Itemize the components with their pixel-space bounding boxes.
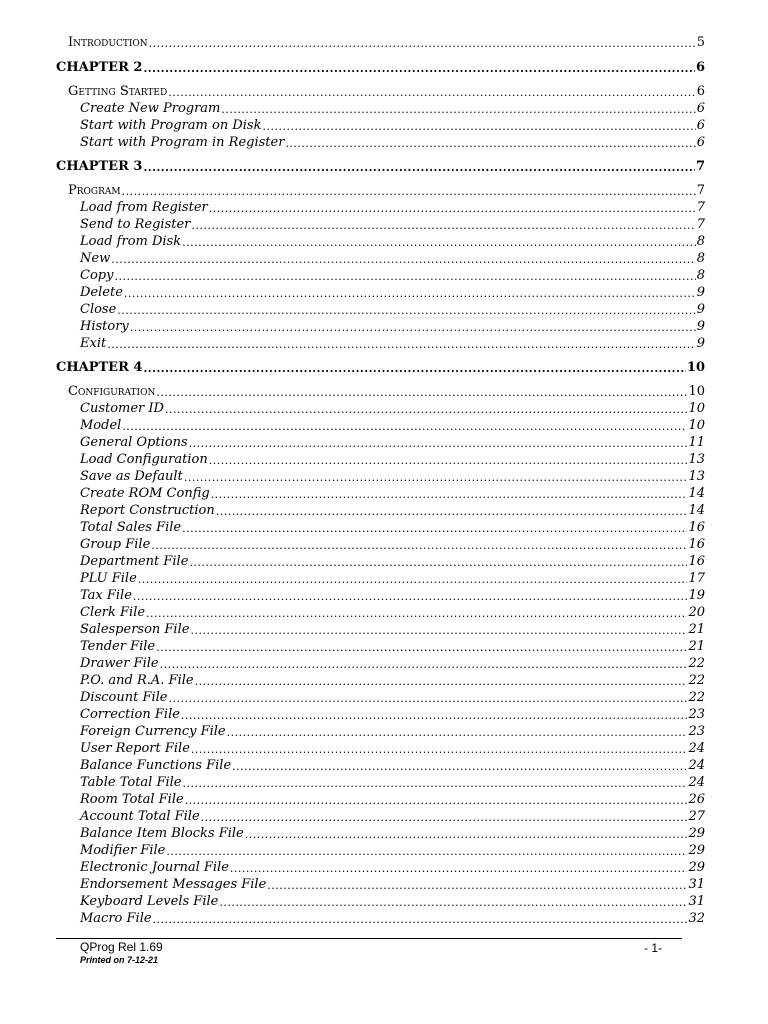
toc-entry-title: Tax File: [80, 588, 132, 603]
toc-entry-general-options[interactable]: [80, 436, 705, 449]
toc-entry-title: Load from Disk: [80, 234, 182, 249]
toc-entry-balance-functions-file[interactable]: [80, 759, 705, 772]
toc-entry-page: 29: [688, 843, 705, 858]
dot-leader: [143, 63, 695, 74]
toc-entry-start-with-program-on-disk[interactable]: [80, 119, 705, 132]
toc-entry-title: Table Total File: [80, 775, 182, 790]
toc-entry-page: 16: [688, 520, 705, 535]
toc-entry-page: 16: [688, 554, 705, 569]
toc-entry-title: User Report File: [80, 741, 190, 756]
toc-entry-page: 20: [688, 605, 705, 620]
toc-entry-introduction[interactable]: [68, 36, 705, 49]
toc-entry-group-file[interactable]: [80, 538, 705, 551]
toc-chapter-4[interactable]: [56, 361, 705, 374]
dot-leader: [117, 305, 695, 316]
toc-entry-title: CHAPTER 2: [56, 60, 143, 75]
toc-entry-title: Balance Functions File: [80, 758, 232, 773]
toc-entry-title: Balance Item Blocks File: [80, 826, 244, 841]
toc-entry-title: Drawer File: [80, 656, 159, 671]
toc-entry-page: 6: [695, 60, 705, 75]
toc-entry-title: Report Construction: [80, 503, 215, 518]
dot-leader: [230, 863, 688, 874]
toc-entry-page: 17: [688, 571, 705, 586]
page-number: - 1-: [644, 941, 662, 955]
toc-entry-title: Modifier File: [80, 843, 166, 858]
toc-entry-page: 8: [696, 251, 705, 266]
toc-entry-copy[interactable]: [80, 269, 705, 282]
toc-entry-page: 9: [696, 336, 705, 351]
toc-entry-title: Start with Program on Disk: [80, 118, 262, 133]
toc-entry-page: 19: [688, 588, 705, 603]
dot-leader: [122, 186, 696, 197]
toc-entry-send-to-register[interactable]: [80, 218, 705, 231]
footer-printed-date: Printed on 7-12-21: [80, 955, 159, 965]
toc-entry-page: 31: [688, 894, 705, 909]
toc-entry-page: 24: [688, 775, 705, 790]
toc-entry-page: 9: [696, 285, 705, 300]
toc-entry-title: Endorsement Messages File: [80, 877, 267, 892]
dot-leader: [149, 38, 696, 49]
dot-leader: [189, 438, 688, 449]
dot-leader: [189, 557, 687, 568]
dot-leader: [143, 363, 685, 374]
toc-entry-page: 22: [688, 690, 705, 705]
toc-entry-page: 26: [688, 792, 705, 807]
toc-entry-title: Start with Program in Register: [80, 135, 285, 150]
toc-entry-title: Salesperson File: [80, 622, 190, 637]
toc-entry-drawer-file[interactable]: [80, 657, 705, 670]
toc-entry-page: 10: [688, 418, 705, 433]
dot-leader: [166, 846, 687, 857]
toc-entry-history[interactable]: [80, 320, 705, 333]
toc-entry-page: 29: [688, 826, 705, 841]
dot-leader: [201, 812, 688, 823]
toc-entry-page: 8: [696, 234, 705, 249]
toc-entry-page: 16: [688, 537, 705, 552]
toc-entry-title: History: [80, 319, 129, 334]
toc-entry-endorsement-messages-file[interactable]: [80, 878, 705, 891]
toc-entry-configuration[interactable]: [68, 385, 705, 398]
toc-entry-page: 10: [688, 384, 705, 399]
toc-entry-title: CHAPTER 3: [56, 159, 143, 174]
toc-entry-title: Tender File: [80, 639, 156, 654]
toc-entry-electronic-journal-file[interactable]: [80, 861, 705, 874]
dot-leader: [114, 271, 695, 282]
toc-entry-title: Save as Default: [80, 469, 183, 484]
toc-entry-page: 23: [688, 707, 705, 722]
toc-entry-plu-file[interactable]: [80, 572, 705, 585]
toc-entry-page: 6: [696, 101, 705, 116]
toc-entry-page: 24: [688, 741, 705, 756]
toc-entry-title: Load Configuration: [80, 452, 208, 467]
dot-leader: [182, 237, 696, 248]
toc-entry-page: 9: [696, 302, 705, 317]
dot-leader: [209, 203, 696, 214]
toc-entry-title: Introduction: [68, 35, 148, 50]
dot-leader: [122, 421, 687, 432]
dot-leader: [111, 254, 696, 265]
toc-entry-title: Customer ID: [80, 401, 164, 416]
toc-entry-correction-file[interactable]: [80, 708, 705, 721]
toc-entry-tax-file[interactable]: [80, 589, 705, 602]
toc-entry-macro-file[interactable]: [80, 912, 705, 925]
toc-entry-page: 22: [688, 656, 705, 671]
toc-entry-foreign-currency-file[interactable]: [80, 725, 705, 738]
toc-entry-page: 11: [688, 435, 705, 450]
dot-leader: [232, 761, 687, 772]
dot-leader: [262, 121, 695, 132]
toc-entry-page: 7: [696, 217, 705, 232]
dot-leader: [124, 288, 696, 299]
dot-leader: [160, 659, 688, 670]
toc-entry-exit[interactable]: [80, 337, 705, 350]
toc-entry-page: 29: [688, 860, 705, 875]
toc-entry-start-with-program-in-register[interactable]: [80, 136, 705, 149]
dot-leader: [227, 727, 688, 738]
toc-entry-page: 9: [696, 319, 705, 334]
toc-entry-page: 7: [696, 183, 705, 198]
toc-entry-title: Discount File: [80, 690, 168, 705]
toc-entry-title: Delete: [80, 285, 123, 300]
dot-leader: [138, 574, 688, 585]
toc-entry-load-from-disk[interactable]: [80, 235, 705, 248]
toc-entry-title: Department File: [80, 554, 189, 569]
toc-entry-title: CHAPTER 4: [56, 360, 143, 375]
toc-entry-page: 7: [696, 200, 705, 215]
toc-entry-title: Load from Register: [80, 200, 208, 215]
toc-entry-program[interactable]: [68, 184, 705, 197]
toc-entry-load-from-register[interactable]: [80, 201, 705, 214]
toc-entry-room-total-file[interactable]: [80, 793, 705, 806]
footer-rule: [56, 938, 682, 939]
toc-entry-title: Account Total File: [80, 809, 200, 824]
toc-entry-create-rom-config[interactable]: [80, 487, 705, 500]
toc-entry-save-as-default[interactable]: [80, 470, 705, 483]
dot-leader: [195, 676, 688, 687]
dot-leader: [153, 914, 688, 925]
toc-entry-page: 21: [688, 639, 705, 654]
toc-entry-page: 13: [688, 452, 705, 467]
toc-entry-account-total-file[interactable]: [80, 810, 705, 823]
dot-leader: [211, 489, 688, 500]
toc-entry-salesperson-file[interactable]: [80, 623, 705, 636]
toc-entry-title: Electronic Journal File: [80, 860, 229, 875]
toc-entry-title: Create New Program: [80, 101, 221, 116]
toc-entry-total-sales-file[interactable]: [80, 521, 705, 534]
toc-entry-report-construction[interactable]: [80, 504, 705, 517]
dot-leader: [165, 404, 687, 415]
toc-entry-page: 7: [695, 159, 705, 174]
toc-entry-page: 31: [688, 877, 705, 892]
dot-leader: [156, 387, 687, 398]
toc-entry-balance-item-blocks-file[interactable]: [80, 827, 705, 840]
toc-entry-page: 13: [688, 469, 705, 484]
toc-entry-customer-id[interactable]: [80, 402, 705, 415]
toc-entry-title: PLU File: [80, 571, 137, 586]
toc-entry-page: 6: [696, 118, 705, 133]
dot-leader: [209, 455, 688, 466]
toc-entry-getting-started[interactable]: [68, 85, 705, 98]
dot-leader: [221, 104, 695, 115]
toc-entry-page: 8: [696, 268, 705, 283]
toc-entry-page: 27: [688, 809, 705, 824]
toc-entry-delete[interactable]: [80, 286, 705, 299]
toc-entry-discount-file[interactable]: [80, 691, 705, 704]
toc-entry-title: Configuration: [68, 384, 156, 399]
dot-leader: [191, 744, 688, 755]
dot-leader: [182, 523, 687, 534]
toc-entry-title: Total Sales File: [80, 520, 182, 535]
toc-entry-title: Group File: [80, 537, 151, 552]
dot-leader: [146, 608, 687, 619]
toc-entry-page: 10: [686, 360, 705, 375]
dot-leader: [133, 591, 688, 602]
dot-leader: [190, 625, 687, 636]
dot-leader: [156, 642, 687, 653]
dot-leader: [216, 506, 688, 517]
dot-leader: [285, 138, 695, 149]
toc-entry-title: Model: [80, 418, 122, 433]
toc-entry-title: Exit: [80, 336, 107, 351]
footer-release: QProg Rel 1.69: [80, 940, 163, 954]
toc-entry-create-new-program[interactable]: [80, 102, 705, 115]
dot-leader: [151, 540, 687, 551]
dot-leader: [169, 693, 688, 704]
dot-leader: [183, 778, 688, 789]
toc-entry-title: Macro File: [80, 911, 152, 926]
dot-leader: [267, 880, 687, 891]
toc-entry-department-file[interactable]: [80, 555, 705, 568]
toc-entry-title: General Options: [80, 435, 188, 450]
toc-entry-page: 6: [696, 84, 705, 99]
toc-entry-title: Keyboard Levels File: [80, 894, 219, 909]
toc-entry-load-configuration[interactable]: [80, 453, 705, 466]
toc-entry-title: P.O. and R.A. File: [80, 673, 194, 688]
toc-entry-tender-file[interactable]: [80, 640, 705, 653]
toc-entry-page: 24: [688, 758, 705, 773]
toc-entry-page: 32: [688, 911, 705, 926]
dot-leader: [245, 829, 688, 840]
toc-entry-page: 21: [688, 622, 705, 637]
toc-entry-page: 14: [688, 486, 705, 501]
toc-entry-title: Close: [80, 302, 117, 317]
toc-entry-title: Copy: [80, 268, 114, 283]
toc-chapter-3[interactable]: [56, 160, 705, 173]
toc-entry-page: 23: [688, 724, 705, 739]
dot-leader: [107, 339, 696, 350]
toc-entry-page: 22: [688, 673, 705, 688]
toc-entry-title: Create ROM Config: [80, 486, 210, 501]
toc-entry-title: Getting Started: [68, 84, 168, 99]
toc-entry-modifier-file[interactable]: [80, 844, 705, 857]
toc-entry-po-ra-file[interactable]: [80, 674, 705, 687]
toc-entry-table-total-file[interactable]: [80, 776, 705, 789]
toc-entry-close[interactable]: [80, 303, 705, 316]
toc-entry-title: New: [80, 251, 111, 266]
toc-entry-keyboard-levels-file[interactable]: [80, 895, 705, 908]
toc-entry-clerk-file[interactable]: [80, 606, 705, 619]
toc-entry-page: 6: [696, 135, 705, 150]
dot-leader: [143, 162, 695, 173]
dot-leader: [184, 472, 688, 483]
toc-entry-page: 10: [688, 401, 705, 416]
toc-chapter-2[interactable]: [56, 61, 705, 74]
dot-leader: [185, 795, 688, 806]
toc-entry-title: Send to Register: [80, 217, 191, 232]
toc-entry-title: Foreign Currency File: [80, 724, 226, 739]
toc-entry-title: Room Total File: [80, 792, 184, 807]
dot-leader: [191, 220, 695, 231]
toc-entry-model[interactable]: [80, 419, 705, 432]
toc-entry-new[interactable]: [80, 252, 705, 265]
footer-info: [80, 940, 163, 965]
toc-entry-user-report-file[interactable]: [80, 742, 705, 755]
dot-leader: [168, 87, 696, 98]
toc-entry-page: 5: [696, 35, 705, 50]
dot-leader: [219, 897, 687, 908]
dot-leader: [181, 710, 688, 721]
toc-entry-title: Correction File: [80, 707, 180, 722]
toc-entry-title: Clerk File: [80, 605, 146, 620]
toc-entry-title: Program: [68, 183, 121, 198]
toc-entry-page: 14: [688, 503, 705, 518]
dot-leader: [130, 322, 696, 333]
